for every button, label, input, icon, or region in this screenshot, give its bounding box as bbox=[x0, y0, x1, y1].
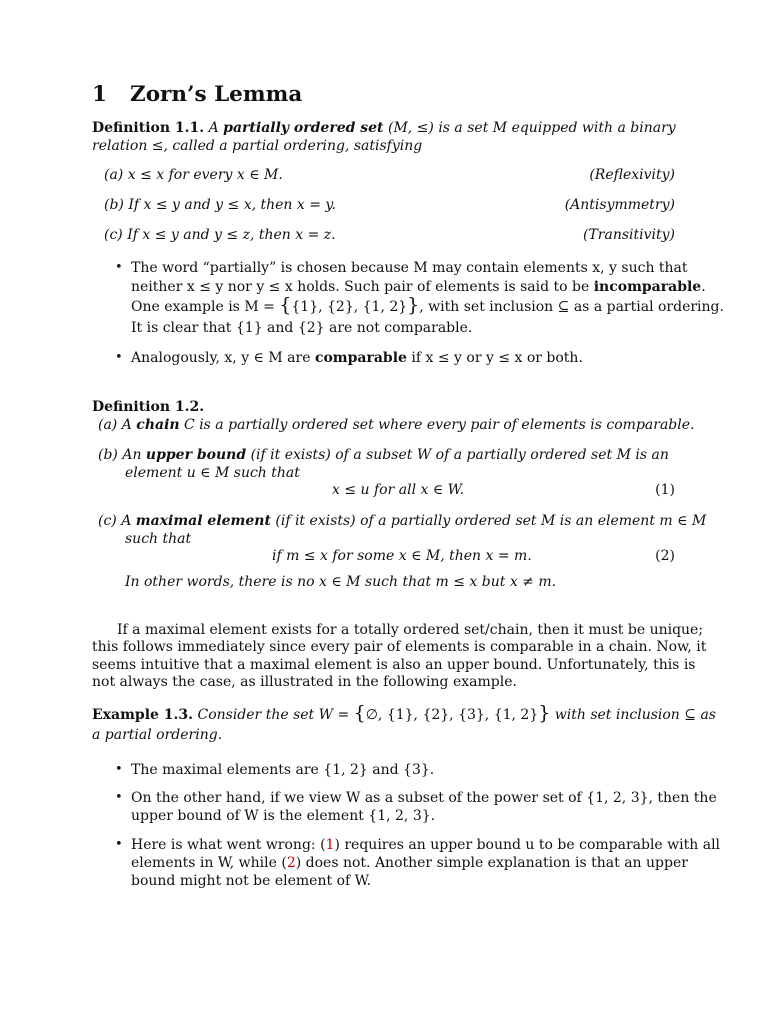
term-chain: chain bbox=[136, 417, 180, 433]
left-brace: { bbox=[353, 702, 366, 724]
section-heading bbox=[92, 82, 302, 107]
bullet-icon: • bbox=[115, 260, 123, 275]
ex13-bullet2-line1: On the other hand, if we view W as a subset of the power set of {1, 2, 3}, then the bbox=[131, 790, 717, 806]
paragraph-line2: this follows immediately since every pair of elements is comparable in a chain. Now, it bbox=[92, 639, 707, 655]
ex13-bullet3-line1: Here is what went wrong: (1) requires an upper bound u to be comparable with all bbox=[131, 837, 721, 853]
equation-1-number: (1) bbox=[655, 482, 675, 498]
bullet-icon: • bbox=[115, 837, 123, 852]
right-brace: } bbox=[407, 294, 420, 316]
term-upper-bound: upper bound bbox=[145, 447, 247, 463]
def11-bullet1-line3: One example is M = {{1}, {2}, {1, 2}}, with set inclusion ⊆ as a partial ordering. bbox=[131, 294, 724, 316]
ex13-line1: Example 1.3. Consider the set W = {∅, {1}, {2}, {3}, {1, 2}} with set inclusion ⊆ as bbox=[92, 702, 716, 724]
ex13-bullet1: The maximal elements are {1, 2} and {3}. bbox=[131, 762, 435, 778]
def12-label: Definition 1.2. bbox=[92, 399, 205, 415]
ex13-bullet3-line2: elements in W, while (2) does not. Another simple explanation is that an upper bbox=[131, 855, 688, 871]
tag-reflexivity: (Reflexivity) bbox=[589, 167, 675, 183]
def11-label: Definition 1.1. bbox=[92, 120, 205, 136]
term-comparable: comparable bbox=[314, 350, 407, 366]
def11-item-b: (b) If x ≤ y and y ≤ x, then x = y. bbox=[104, 197, 336, 213]
bullet-icon: • bbox=[115, 350, 123, 365]
section-number: 1 bbox=[92, 82, 107, 107]
def12-item-b-line1: (b) An upper bound (if it exists) of a subset W of a partially ordered set M is an bbox=[98, 447, 669, 463]
eq-ref-1-link[interactable]: 1 bbox=[325, 837, 335, 853]
paragraph-line1: If a maximal element exists for a totally ordered set/chain, then it must be unique; bbox=[117, 622, 704, 638]
paragraph-line3: seems intuitive that a maximal element is also an upper bound. Unfortunately, this is bbox=[92, 657, 696, 673]
def11-bullet1-line2: neither x ≤ y nor y ≤ x holds. Such pair of elements is said to be incomparable. bbox=[131, 279, 706, 295]
section-title: Zorn’s Lemma bbox=[130, 82, 303, 107]
equation-2: if m ≤ x for some x ∈ M, then x = m. bbox=[272, 548, 532, 564]
ex13-label: Example 1.3. bbox=[92, 707, 194, 723]
bullet-icon: • bbox=[115, 790, 123, 805]
def12-item-a: (a) A chain C is a partially ordered set where every pair of elements is comparable. bbox=[98, 417, 695, 433]
def12-item-c-line2: such that bbox=[125, 531, 192, 547]
def12-item-b-line2: element u ∈ M such that bbox=[125, 465, 300, 481]
equation-2-number: (2) bbox=[655, 548, 675, 564]
def12-item-c-line3: In other words, there is no x ∈ M such that m ≤ x but x ≠ m. bbox=[125, 574, 557, 590]
def11-line1: Definition 1.1. A partially ordered set (M, ≤) is a set M equipped with a binary bbox=[92, 120, 676, 136]
def11-bullet1-line4: It is clear that {1} and {2} are not comparable. bbox=[131, 320, 473, 336]
eq-ref-2-link[interactable]: 2 bbox=[286, 855, 296, 871]
ex13-bullet3-line3: bound might not be element of W. bbox=[131, 873, 372, 889]
tag-transitivity: (Transitivity) bbox=[582, 227, 675, 243]
def11-bullet2: Analogously, x, y ∈ M are comparable if x ≤ y or y ≤ x or both. bbox=[131, 350, 583, 366]
paragraph-line4: not always the case, as illustrated in the following example. bbox=[92, 674, 517, 690]
def11-item-c: (c) If x ≤ y and y ≤ z, then x = z. bbox=[104, 227, 336, 243]
bullet-icon: • bbox=[115, 762, 123, 777]
term-maximal-element: maximal element bbox=[135, 513, 271, 529]
right-brace: } bbox=[538, 702, 551, 724]
def11-line2: relation ≤, called a partial ordering, satisfying bbox=[92, 138, 423, 154]
ex13-line2: a partial ordering. bbox=[92, 727, 223, 743]
tag-antisymmetry: (Antisymmetry) bbox=[564, 197, 675, 213]
term-partially-ordered-set: partially ordered set bbox=[223, 120, 384, 136]
def11-item-a: (a) x ≤ x for every x ∈ M. bbox=[104, 167, 283, 183]
term-incomparable: incomparable bbox=[593, 279, 702, 295]
def12-item-c-line1: (c) A maximal element (if it exists) of a partially ordered set M is an element m ∈ M bbox=[98, 513, 707, 529]
def11-bullet1-line1: The word “partially” is chosen because M may contain elements x, y such that bbox=[131, 260, 688, 276]
ex13-bullet2-line2: upper bound of W is the element {1, 2, 3}. bbox=[131, 808, 436, 824]
equation-1: x ≤ u for all x ∈ W. bbox=[332, 482, 465, 498]
left-brace: { bbox=[279, 294, 292, 316]
